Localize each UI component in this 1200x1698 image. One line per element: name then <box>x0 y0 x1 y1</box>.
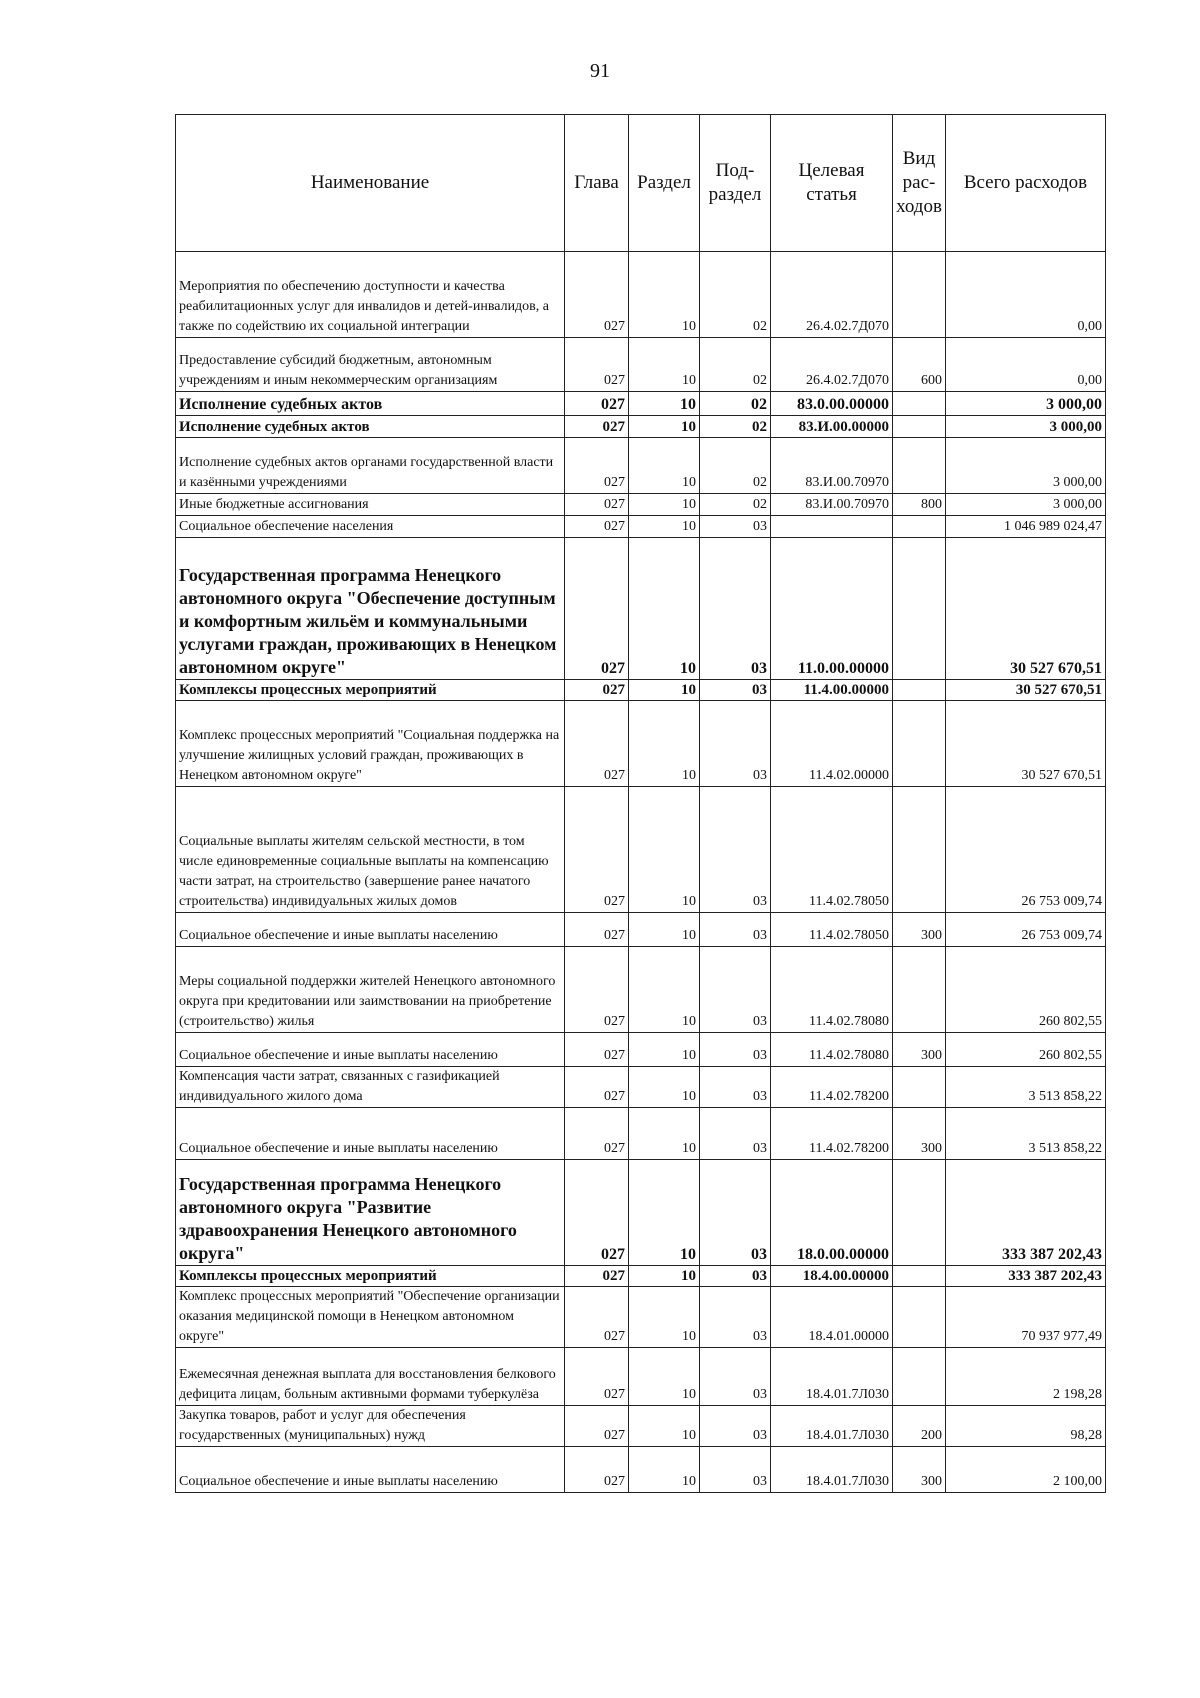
row-name: Комплексы процессных мероприятий <box>176 680 565 701</box>
row-section: 10 <box>629 392 700 416</box>
row-name: Предоставление субсидий бюджетным, автономным учреждениям и иным некоммерческим организациям <box>176 338 565 392</box>
row-subsection: 02 <box>700 252 771 338</box>
row-exp-type: 300 <box>893 1108 946 1160</box>
row-name: Социальные выплаты жителям сельской местности, в том числе единовременные социальные выплаты на компенсацию части затрат, на строительство (завершение ранее начатого строительства) индивидуальных жилых домов <box>176 787 565 913</box>
row-name: Исполнение судебных актов органами государственной власти и казёнными учреждениями <box>176 438 565 494</box>
header-total: Всего расходов <box>946 115 1106 252</box>
row-section: 10 <box>629 680 700 701</box>
row-total: 98,28 <box>946 1406 1106 1447</box>
table-row <box>176 516 1106 538</box>
row-target: 83.И.00.70970 <box>771 494 893 516</box>
table-row <box>176 1348 1106 1406</box>
row-section: 10 <box>629 1266 700 1287</box>
row-subsection: 03 <box>700 913 771 947</box>
row-subsection: 03 <box>700 947 771 1033</box>
row-chapter: 027 <box>565 680 629 701</box>
row-exp-type <box>893 1067 946 1108</box>
row-target: 26.4.02.7Д070 <box>771 252 893 338</box>
row-subsection: 03 <box>700 1348 771 1406</box>
row-target: 11.4.02.78200 <box>771 1108 893 1160</box>
row-target: 11.4.02.78080 <box>771 947 893 1033</box>
row-target: 18.0.00.00000 <box>771 1160 893 1266</box>
row-section: 10 <box>629 338 700 392</box>
row-total: 3 000,00 <box>946 438 1106 494</box>
table-row <box>176 438 1106 494</box>
row-name: Социальное обеспечение и иные выплаты населению <box>176 1108 565 1160</box>
row-section: 10 <box>629 538 700 680</box>
row-total: 30 527 670,51 <box>946 538 1106 680</box>
row-target: 11.4.02.78080 <box>771 1033 893 1067</box>
row-chapter: 027 <box>565 338 629 392</box>
row-total: 30 527 670,51 <box>946 680 1106 701</box>
table-row <box>176 1266 1106 1287</box>
row-section: 10 <box>629 701 700 787</box>
row-chapter: 027 <box>565 1108 629 1160</box>
row-section: 10 <box>629 416 700 438</box>
row-section: 10 <box>629 1287 700 1348</box>
table-row <box>176 392 1106 416</box>
row-exp-type <box>893 252 946 338</box>
row-exp-type <box>893 438 946 494</box>
table-row <box>176 416 1106 438</box>
row-target: 11.4.02.78050 <box>771 787 893 913</box>
row-chapter: 027 <box>565 787 629 913</box>
table-header-row <box>176 115 1106 252</box>
row-total: 26 753 009,74 <box>946 913 1106 947</box>
row-name: Закупка товаров, работ и услуг для обеспечения государственных (муниципальных) нужд <box>176 1406 565 1447</box>
header-name: Наименование <box>176 115 565 252</box>
row-section: 10 <box>629 1033 700 1067</box>
row-exp-type: 800 <box>893 494 946 516</box>
table-row <box>176 538 1106 680</box>
row-exp-type <box>893 392 946 416</box>
row-exp-type <box>893 538 946 680</box>
row-chapter: 027 <box>565 416 629 438</box>
row-name: Комплекс процессных мероприятий "Социальная поддержка на улучшение жилищных условий граждан, проживающих в Ненецком автономном округе" <box>176 701 565 787</box>
row-chapter: 027 <box>565 701 629 787</box>
row-target: 83.И.00.00000 <box>771 416 893 438</box>
row-name: Исполнение судебных актов <box>176 392 565 416</box>
row-section: 10 <box>629 1160 700 1266</box>
row-total: 0,00 <box>946 338 1106 392</box>
row-section: 10 <box>629 494 700 516</box>
row-exp-type: 300 <box>893 913 946 947</box>
row-name: Мероприятия по обеспечению доступности и качества реабилитационных услуг для инвалидов и детей-инвалидов, а также по содействию их социальной интеграции <box>176 252 565 338</box>
row-section: 10 <box>629 438 700 494</box>
row-exp-type: 300 <box>893 1033 946 1067</box>
row-target: 83.0.00.00000 <box>771 392 893 416</box>
row-chapter: 027 <box>565 1287 629 1348</box>
table-row <box>176 1287 1106 1348</box>
table-row <box>176 913 1106 947</box>
row-name: Меры социальной поддержки жителей Ненецкого автономного округа при кредитовании или заимствовании на приобретение (строительство) жилья <box>176 947 565 1033</box>
row-chapter: 027 <box>565 1348 629 1406</box>
row-chapter: 027 <box>565 947 629 1033</box>
row-section: 10 <box>629 1348 700 1406</box>
row-subsection: 02 <box>700 494 771 516</box>
row-total: 30 527 670,51 <box>946 701 1106 787</box>
row-exp-type: 600 <box>893 338 946 392</box>
row-name: Комплекс процессных мероприятий "Обеспечение организации оказания медицинской помощи в Ненецком автономном округе" <box>176 1287 565 1348</box>
row-subsection: 03 <box>700 1406 771 1447</box>
header-subsection: Под- раздел <box>700 115 771 252</box>
row-total: 26 753 009,74 <box>946 787 1106 913</box>
row-chapter: 027 <box>565 1160 629 1266</box>
row-target: 26.4.02.7Д070 <box>771 338 893 392</box>
row-section: 10 <box>629 516 700 538</box>
row-exp-type <box>893 416 946 438</box>
table-row <box>176 494 1106 516</box>
row-target: 18.4.01.00000 <box>771 1287 893 1348</box>
row-chapter: 027 <box>565 516 629 538</box>
table-row <box>176 1160 1106 1266</box>
row-section: 10 <box>629 913 700 947</box>
budget-table <box>175 114 1106 1493</box>
row-chapter: 027 <box>565 1447 629 1493</box>
row-name: Социальное обеспечение и иные выплаты населению <box>176 1033 565 1067</box>
row-chapter: 027 <box>565 494 629 516</box>
row-subsection: 03 <box>700 1266 771 1287</box>
row-total: 3 513 858,22 <box>946 1067 1106 1108</box>
row-name: Государственная программа Ненецкого автономного округа "Развитие здравоохранения Ненецкого автономного округа" <box>176 1160 565 1266</box>
row-chapter: 027 <box>565 1067 629 1108</box>
row-exp-type: 300 <box>893 1447 946 1493</box>
row-subsection: 03 <box>700 516 771 538</box>
row-name: Исполнение судебных актов <box>176 416 565 438</box>
row-subsection: 02 <box>700 338 771 392</box>
row-target: 18.4.01.7Л030 <box>771 1348 893 1406</box>
table-row <box>176 1447 1106 1493</box>
table-row <box>176 1033 1106 1067</box>
row-section: 10 <box>629 1108 700 1160</box>
row-total: 0,00 <box>946 252 1106 338</box>
table-row <box>176 338 1106 392</box>
row-total: 3 000,00 <box>946 392 1106 416</box>
table-row <box>176 680 1106 701</box>
row-chapter: 027 <box>565 913 629 947</box>
row-target: 18.4.01.7Л030 <box>771 1447 893 1493</box>
row-target: 11.4.00.00000 <box>771 680 893 701</box>
table-row <box>176 1406 1106 1447</box>
header-section: Раздел <box>629 115 700 252</box>
row-section: 10 <box>629 1067 700 1108</box>
row-total: 260 802,55 <box>946 1033 1106 1067</box>
row-subsection: 03 <box>700 1067 771 1108</box>
row-target: 83.И.00.70970 <box>771 438 893 494</box>
row-chapter: 027 <box>565 1033 629 1067</box>
row-total: 2 198,28 <box>946 1348 1106 1406</box>
row-target: 11.4.02.78050 <box>771 913 893 947</box>
row-total: 260 802,55 <box>946 947 1106 1033</box>
row-name: Социальное обеспечение и иные выплаты населению <box>176 1447 565 1493</box>
row-target <box>771 516 893 538</box>
table-row <box>176 252 1106 338</box>
row-section: 10 <box>629 787 700 913</box>
row-chapter: 027 <box>565 1266 629 1287</box>
row-section: 10 <box>629 252 700 338</box>
row-subsection: 03 <box>700 1447 771 1493</box>
row-total: 3 000,00 <box>946 494 1106 516</box>
row-target: 11.4.02.00000 <box>771 701 893 787</box>
row-subsection: 03 <box>700 701 771 787</box>
row-exp-type <box>893 1287 946 1348</box>
table-row <box>176 1108 1106 1160</box>
row-name: Ежемесячная денежная выплата для восстановления белкового дефицита лицам, больным активными формами туберкулёза <box>176 1348 565 1406</box>
row-name: Государственная программа Ненецкого автономного округа "Обеспечение доступным и комфортным жильём и коммунальными услугами граждан, проживающих в Ненецком автономном округе" <box>176 538 565 680</box>
row-total: 1 046 989 024,47 <box>946 516 1106 538</box>
header-exp-type: Вид рас- ходов <box>893 115 946 252</box>
row-subsection: 03 <box>700 1033 771 1067</box>
row-subsection: 02 <box>700 392 771 416</box>
row-target: 11.0.00.00000 <box>771 538 893 680</box>
row-name: Социальное обеспечение и иные выплаты населению <box>176 913 565 947</box>
row-subsection: 02 <box>700 416 771 438</box>
row-total: 3 513 858,22 <box>946 1108 1106 1160</box>
page-number: 91 <box>590 60 610 82</box>
row-subsection: 03 <box>700 787 771 913</box>
row-chapter: 027 <box>565 1406 629 1447</box>
table-row <box>176 701 1106 787</box>
table-row <box>176 1067 1106 1108</box>
row-exp-type <box>893 1266 946 1287</box>
row-exp-type <box>893 947 946 1033</box>
row-chapter: 027 <box>565 538 629 680</box>
table-row <box>176 787 1106 913</box>
row-subsection: 02 <box>700 438 771 494</box>
row-exp-type: 200 <box>893 1406 946 1447</box>
row-exp-type <box>893 516 946 538</box>
header-target: Целевая статья <box>771 115 893 252</box>
row-name: Иные бюджетные ассигнования <box>176 494 565 516</box>
row-exp-type <box>893 701 946 787</box>
row-name: Социальное обеспечение населения <box>176 516 565 538</box>
row-subsection: 03 <box>700 538 771 680</box>
row-total: 333 387 202,43 <box>946 1266 1106 1287</box>
row-exp-type <box>893 1160 946 1266</box>
row-chapter: 027 <box>565 252 629 338</box>
row-section: 10 <box>629 1406 700 1447</box>
row-target: 11.4.02.78200 <box>771 1067 893 1108</box>
row-subsection: 03 <box>700 680 771 701</box>
row-subsection: 03 <box>700 1108 771 1160</box>
row-total: 70 937 977,49 <box>946 1287 1106 1348</box>
row-total: 333 387 202,43 <box>946 1160 1106 1266</box>
row-total: 2 100,00 <box>946 1447 1106 1493</box>
row-subsection: 03 <box>700 1160 771 1266</box>
row-name: Комплексы процессных мероприятий <box>176 1266 565 1287</box>
row-chapter: 027 <box>565 392 629 416</box>
row-exp-type <box>893 1348 946 1406</box>
header-chapter: Глава <box>565 115 629 252</box>
row-exp-type <box>893 787 946 913</box>
row-target: 18.4.00.00000 <box>771 1266 893 1287</box>
row-section: 10 <box>629 1447 700 1493</box>
row-section: 10 <box>629 947 700 1033</box>
row-name: Компенсация части затрат, связанных с газификацией индивидуального жилого дома <box>176 1067 565 1108</box>
row-chapter: 027 <box>565 438 629 494</box>
row-target: 18.4.01.7Л030 <box>771 1406 893 1447</box>
row-subsection: 03 <box>700 1287 771 1348</box>
row-exp-type <box>893 680 946 701</box>
table-row <box>176 947 1106 1033</box>
row-total: 3 000,00 <box>946 416 1106 438</box>
